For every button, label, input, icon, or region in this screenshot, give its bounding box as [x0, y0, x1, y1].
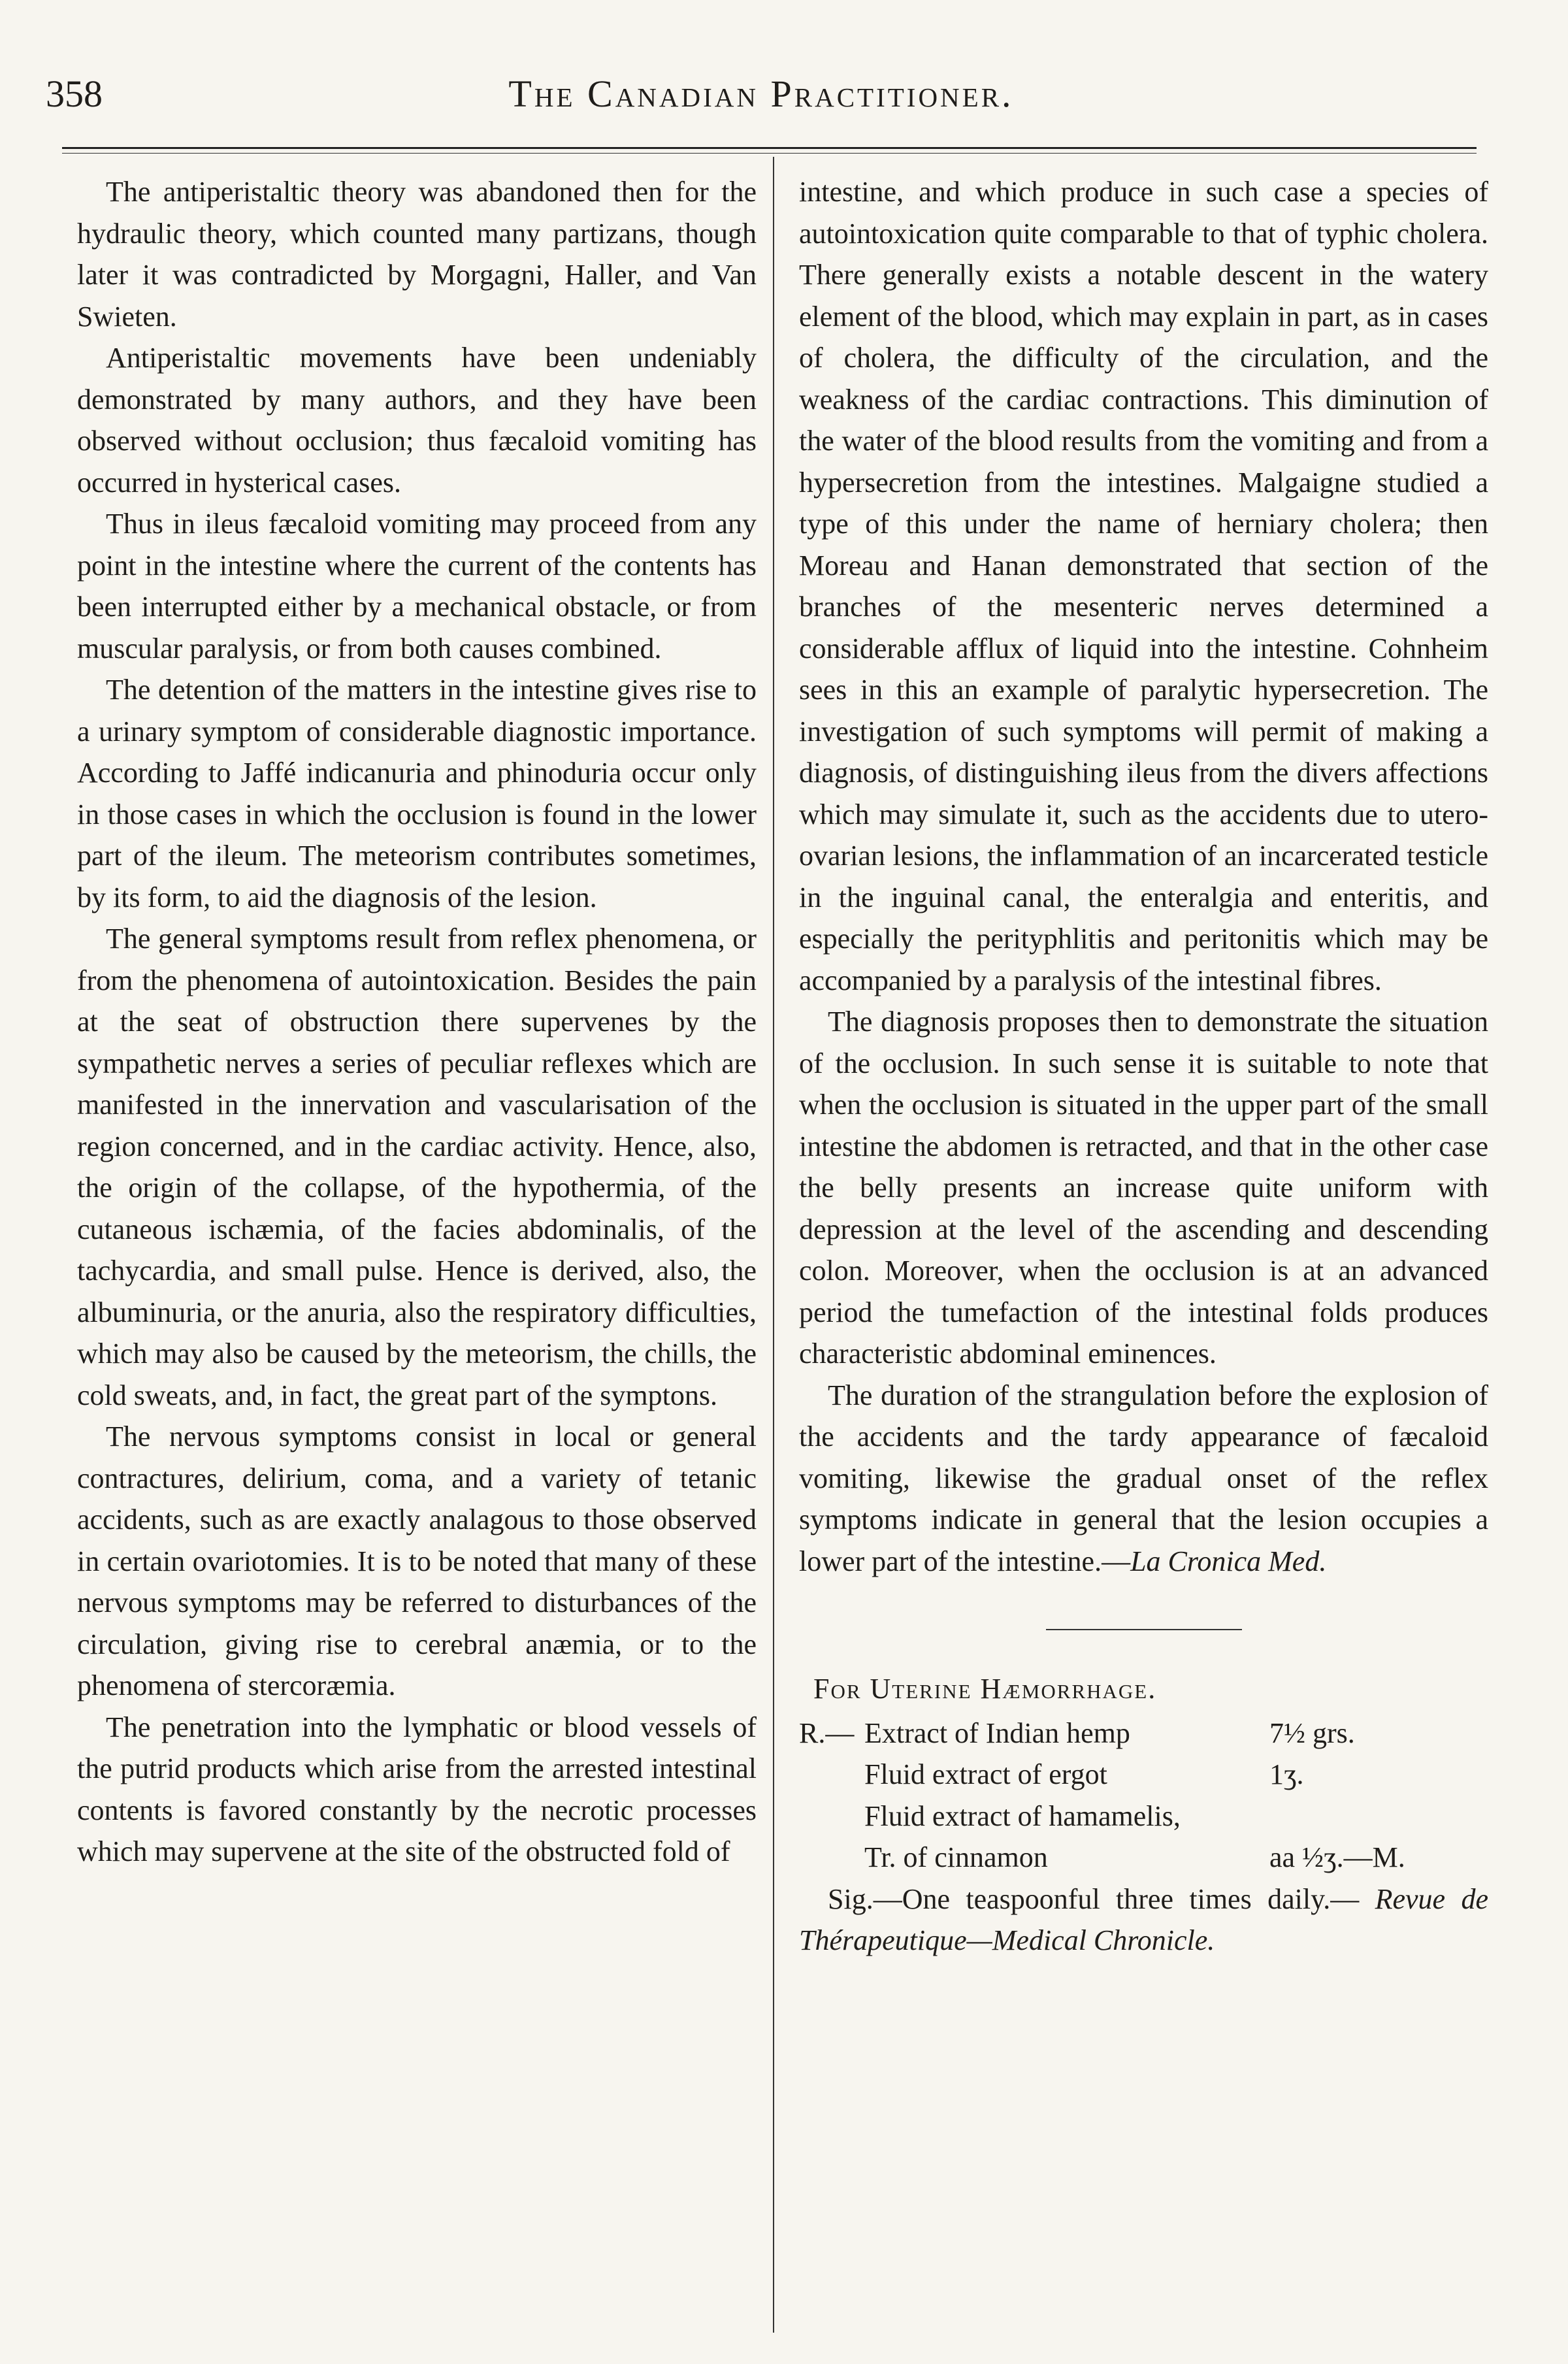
right-column	[799, 171, 1488, 1962]
recipe	[799, 1668, 1488, 1962]
paragraph: The nervous symptoms consist in local or general contractures, delirium, coma, and a variety of tetanic accidents, such as are exactly analagous to those observed in certain ovariotomies. It is to be noted that many of these nervous symptoms may be referred to disturbances of the circulation, giving rise to cerebral anæmia, or to the phenomena of stercoræmia.	[77, 1420, 757, 1701]
paragraph	[799, 1375, 1488, 1583]
paragraph: Antiperistaltic movements have been undeniably demonstrated by many authors, and they have been observed without occlusion; thus fæcaloid vomiting has occurred in hysterical cases.	[77, 342, 757, 499]
running-title: The Canadian Practitioner.	[508, 73, 1014, 115]
paragraph-continuation: intestine, and which produce in such case a species of autointoxication quite comparable to that of typhic cholera. There generally exists a notable descent in the watery element of the blood, which may explain in part, as in cases of cholera, the difficulty of the circulation, and the weakness of the cardiac contractions. This diminution of the water of the blood results from the vomiting and from a hypersecretion from the intestines. Malgaigne studied a type of this under the name of herniary cholera; then Moreau and Hanan demonstrated that section of the branches of the mesenteric nerves determined a considerable afflux of liquid into the intestine. Cohnheim sees in this an example of paralytic hypersecretion. The investigation of such symptoms will permit of making a diagnosis, of distinguishing ileus from the divers affections which may simulate it, such as the accidents due to utero-ovarian lesions, the inflammation of an incarcerated testicle in the inguinal canal, the enteralgia and enteritis, and especially the perityphlitis and peritonitis which may be accompanied by a paralysis of the intestinal fibres.	[799, 176, 1488, 996]
paragraph: Thus in ileus fæcaloid vomiting may proceed from any point in the intestine where the current of the contents has been interrupted either by a mechanical obstacle, or from muscular paralysis, or from both causes combined.	[77, 508, 757, 665]
source-citation: La Cronica Med.	[1130, 1545, 1327, 1577]
paragraph: The detention of the matters in the intestine gives rise to a urinary symptom of considerable diagnostic importance. According to Jaffé indicanuria and phinoduria occur only in those cases in which the occlusion is found in the lower part of the ileum. The meteorism contributes sometimes, by its form, to aid the diagnosis of the lesion.	[77, 674, 757, 913]
ingredient-amount: 7½ grs.	[1269, 1716, 1355, 1749]
sig-text: Sig.—One teaspoonful three times daily.—	[828, 1882, 1360, 1915]
ingredient-row	[799, 1713, 1488, 1754]
rx-label: R.—	[799, 1716, 855, 1749]
paragraph: The general symptoms result from reflex phenomena, or from the phenomena of autointoxication. Besides the pain at the seat of obstruction there supervenes by the sympathetic nerves a series of peculiar reflexes which are manifested in the innervation and vascularisation of the region concerned, and in the cardiac activity. Hence, also, the origin of the collapse, of the hypothermia, of the cutaneous ischæmia, of the facies abdominalis, of the tachycardia, and small pulse. Hence is derived, also, the albuminuria, or the anuria, also the respiratory difficulties, which may also be caused by the meteorism, the chills, the cold sweats, and, in fact, the great part of the symptons.	[77, 923, 757, 1411]
ingredient-name: Tr. of cinnamon	[864, 1841, 1048, 1873]
section-divider	[1046, 1629, 1242, 1630]
ingredient-name: Extract of Indian hemp	[864, 1716, 1130, 1749]
paragraph: The penetration into the lymphatic or blood vessels of the putrid products which arise from the arrested intestinal contents is favored constantly by the necrotic processes which may supervene at the site of the obstructed fold of	[77, 1711, 757, 1867]
ingredient-name: Fluid extract of hamamelis,	[864, 1799, 1181, 1832]
ingredient-name: Fluid extract of ergot	[864, 1758, 1107, 1790]
paragraph-text: The duration of the strangulation before the explosion of the accidents and the tardy appearance of fæcaloid vomiting, likewise the gradual onset of the reflex symptoms indicate in general that the lesion occupies a lower part of the intestine.—	[799, 1379, 1488, 1577]
page-number: 358	[46, 73, 103, 115]
ingredient-row	[799, 1796, 1488, 1837]
paragraph: The antiperistaltic theory was abandoned then for the hydraulic theory, which counted many partizans, though later it was contradicted by Morgagni, Haller, and Van Swieten.	[77, 176, 757, 333]
recipe-source: Revue de Thérapeutique—Medical Chronicle.	[799, 1882, 1488, 1956]
recipe-title: For Uterine Hæmorrhage.	[813, 1673, 1157, 1705]
recipe-sig	[799, 1879, 1488, 1962]
ingredient-row	[799, 1754, 1488, 1796]
paragraph: The diagnosis proposes then to demonstrate the situation of the occlusion. In such sense it is suitable to note that when the occlusion is situated in the upper part of the small intestine the abdomen is retracted, and that in the other case the belly presents an increase quite uniform with depression at the level of the ascending and descending colon. Moreover, when the occlusion is at an advanced period the tumefaction of the intestinal folds produces characteristic abdominal eminences.	[799, 1006, 1488, 1370]
column-divider	[773, 157, 774, 2333]
ingredient-amount: aa ½ʒ.—M.	[1269, 1841, 1405, 1873]
header-rule	[62, 147, 1477, 149]
ingredient-amount	[1269, 1796, 1488, 1837]
header-rule-thin	[62, 153, 1477, 154]
page-header	[46, 65, 1477, 124]
ingredient-amount: 1ʒ.	[1269, 1758, 1304, 1790]
ingredient-row	[799, 1837, 1488, 1879]
left-column	[77, 171, 757, 1873]
